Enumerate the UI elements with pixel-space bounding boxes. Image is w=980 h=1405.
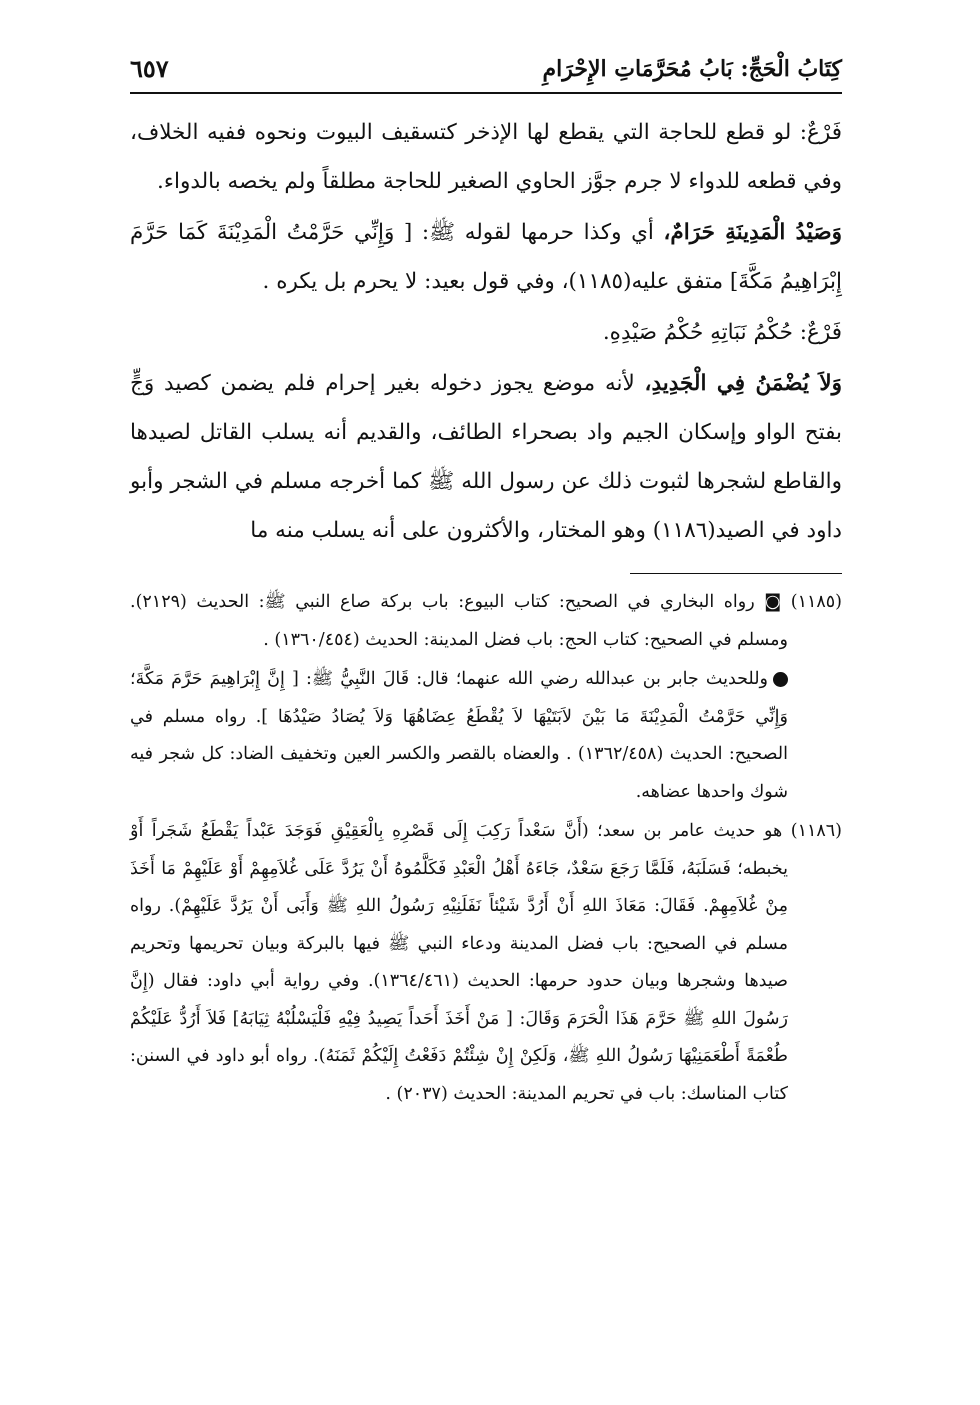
sharh-sayd-madina: أي وكذا حرمها لقوله ﷺ: [ وَإِنِّي حَرَّمْتُ الْمَدِيْنَةَ كَمَا حَرَّمَ إِبْرَاهِيمُ مَكَّةَ] متفق عليه(١١٨٥)، وفي قول بعيد: لا يحرم بل يكره . — [130, 220, 842, 294]
main-text — [130, 108, 842, 555]
sharh-la-yudman: لأنه موضع يجوز دخوله بغير إحرام فلم يضمن كصيد وَجٍّ بفتح الواو وإسكان الجيم واد بصحراء الطائف، والقديم أنه يسلب القاتل لصيدها والقاطع لشجرها لثبوت ذلك عن رسول الله ﷺ كما أخرجه مسلم في الشجر وأبو داود في الصيد(١١٨٦) وهو المختار، والأكثرون على أنه يسلب منه ما — [130, 371, 842, 543]
footnote-1186: (١١٨٦) هو حديث عامر بن سعد؛ (أَنَّ سَعْداً رَكِبَ إِلَى قَصْرِهِ بِالْعَقِيْقِ فَوَجَدَ عَبْداً يَقْطَعُ شَجَراً أَوْ يخبطه؛ فَسَلَبَهُ، فَلَمَّا رَجَعَ سَعْدٌ، جَاءَهُ أَهْلُ الْعَبْدِ فَكَلَّمُوهُ أَنْ يَرُدَّ عَلَى غُلاَمِهِمْ أَوْ عَلَيْهِمْ مَا أَخَذَ مِنْ غُلاَمِهِمْ. فَقَالَ: مَعَاذَ اللهِ أَنْ أَرُدَّ شَيْئاً نَفَلَنِيْهِ رَسُولُ اللهِ ﷺ وَأَبَى أَنْ يَرُدَّ عَلَيْهِمْ). رواه مسلم في الصحيح: باب فضل المدينة ودعاء النبي ﷺ فيها بالبركة وبيان تحريمها وتحريم صيدها وشجرها وبيان حدود حرمها: الحديث (١٣٦٤/٤٦١). وفي رواية أبي داود: فقال (إِنَّ رَسُولَ اللهِ ﷺ حَرَّمَ هَذَا الْحَرَمَ وَقَالَ: [ مَنْ أَخَذَ أَحَداً يَصِيدُ فِيْهِ فَلْيَسْلُبْهُ ثِيَابَهُ] فَلاَ أَرُدُّ عَلَيْكُمْ طُعْمَةً أَطْعَمَنِيْهَا رَسُولُ اللهِ ﷺ، وَلَكِنْ إِنْ شِئْتُمْ دَفَعْتُ إِلَيْكُمْ ثَمَنَهُ). رواه أبو داود في السنن: كتاب المناسك: باب في تحريم المدينة: الحديث (٢٠٣٧) . — [130, 821, 842, 1104]
bullet-icon — [773, 672, 788, 687]
paragraph-far-2: فَرْعٌ: حُكْمُ نَبَاتِهِ حُكْمُ صَيْدِهِ. — [602, 320, 842, 345]
paragraph-sayd-madina — [130, 208, 842, 306]
matn-sayd-madina: وَصَيْدُ الْمَدِينَةِ حَرَامٌ، — [663, 220, 842, 245]
footnote-1185: (١١٨٥) ◙ رواه البخاري في الصحيح: كتاب البيوع: باب بركة صاع النبي ﷺ: الحديث (٢١٢٩). ومسلم في الصحيح: كتاب الحج: باب فضل المدينة: الحديث (١٣٦٠/٤٥٤) . — [130, 592, 842, 650]
footnote-1185-extra-text: وللحديث جابر بن عبدالله رضي الله عنهما؛ قال: قَالَ النَّبِيُّ ﷺ: [ إِنَّ إِبْرَاهِيمَ حَرَّمَ مَكَّةَ؛ وَإِنِّي حَرَّمْتُ الْمَدِيْنَةَ مَا بَيْنَ لاَبَتَيْهَا لاَ يُقْطَعُ عِضَاهُهَا وَلاَ يُصَادُ صَيْدُهَا ]. رواه مسلم في الصحيح: الحديث (١٣٦٢/٤٥٨) . والعضاه بالقصر والكسر العين وتخفيف الضاد: كل شجر فيه شوك واحدها عضاهه. — [130, 669, 788, 802]
running-header — [130, 50, 842, 94]
footnote-divider — [630, 573, 842, 574]
paragraph-far-1: فَرْعٌ: لو قطع للحاجة التي يقطع لها الإذخر كتسقيف البيوت ونحوه ففيه الخلاف، وفي قطعه للدواء لا جرم جوَّز الحاوي الصغير للحاجة مطلقاً ولم يخصه بالدواء. — [130, 120, 842, 194]
footnote-1185-extra — [130, 661, 842, 811]
page-number: ٦٥٧ — [130, 54, 169, 83]
matn-la-yudman: وَلاَ يُضْمَنُ فِي الْجَدِيدِ، — [644, 371, 843, 396]
page-body — [130, 50, 842, 1113]
paragraph-la-yudman — [130, 359, 842, 555]
footnotes — [130, 584, 842, 1113]
header-title: كِتَابُ الْحَجِّ: بَابُ مُحَرَّمَاتِ الإِحْرَامِ — [542, 56, 842, 82]
